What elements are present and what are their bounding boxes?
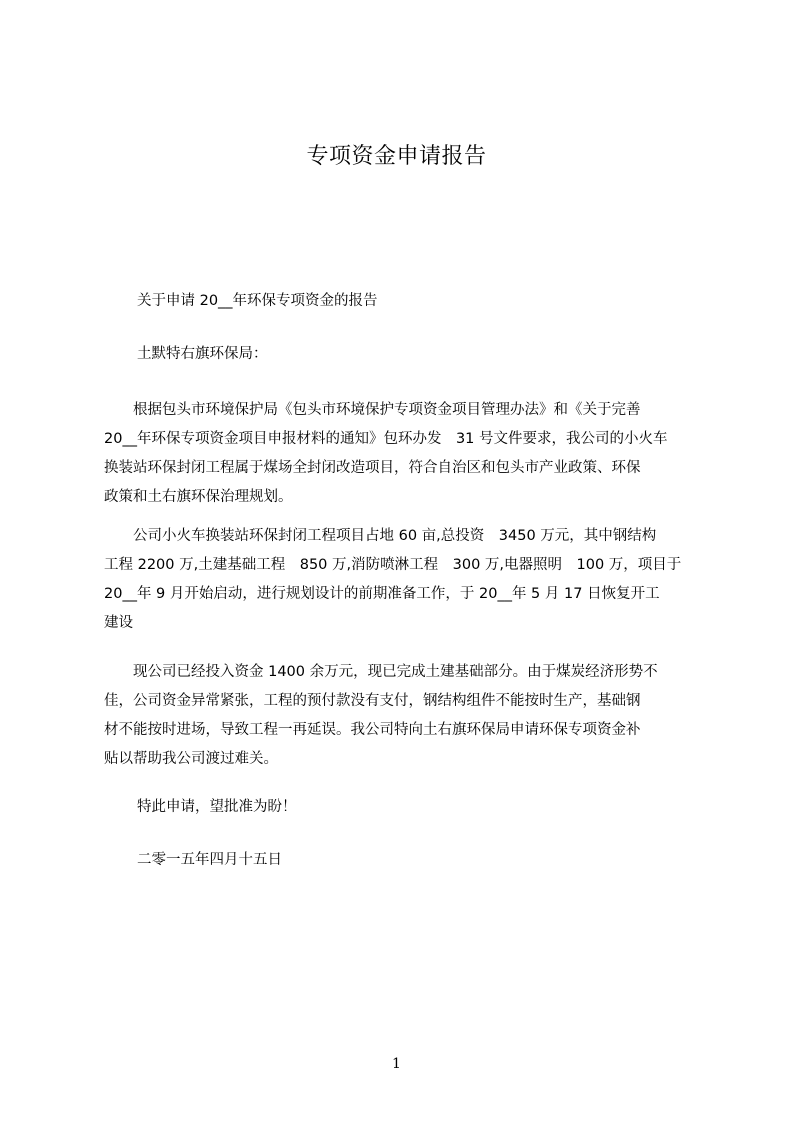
page-number: 1 <box>392 1056 401 1072</box>
closing-line: 特此申请，望批准为盼！ <box>137 799 297 815</box>
body-paragraph-2 <box>104 522 698 638</box>
body-paragraph-3 <box>104 658 698 774</box>
date-line: 二零一五年四月十五日 <box>137 852 282 868</box>
paragraph-3-line-4: 贴以帮助我公司渡过难关。 <box>104 751 278 767</box>
paragraph-1-line-2: 20__年环保专项资金项目申报材料的通知》包环办发 31 号文件要求，我公司的小火车 <box>104 431 668 447</box>
paragraph-2-line-4: 建设 <box>104 615 133 631</box>
paragraph-3-line-2: 佳，公司资金异常紧张，工程的预付款没有支付，钢结构组件不能按时生产，基础钢 <box>104 693 641 709</box>
paragraph-1-line-3: 换装站环保封闭工程属于煤场全封闭改造项目，符合自治区和包头市产业政策、环保 <box>104 460 641 476</box>
paragraph-3-line-3: 材不能按时进场，导致工程一再延误。我公司特向土右旗环保局申请环保专项资金补 <box>104 722 641 738</box>
subject-line: 关于申请 20__年环保专项资金的报告 <box>137 293 378 309</box>
document-title: 专项资金申请报告 <box>306 144 487 169</box>
recipient-line: 土默特右旗环保局： <box>137 346 268 362</box>
paragraph-1-line-4: 政策和土右旗环保治理规划。 <box>104 489 293 505</box>
paragraph-2-line-1: 公司小火车换装站环保封闭工程项目占地 60 亩,总投资 3450 万元，其中钢结构 <box>104 528 657 544</box>
paragraph-1-line-1: 根据包头市环境保护局《包头市环境保护专项资金项目管理办法》和《关于完善 <box>104 402 641 418</box>
paragraph-3-line-1: 现公司已经投入资金 1400 余万元，现已完成土建基础部分。由于煤炭经济形势不 <box>104 664 658 680</box>
paragraph-2-line-2: 工程 2200 万,土建基础工程 850 万,消防喷淋工程 300 万,电器照明 100 万，项目于 <box>104 557 682 573</box>
body-paragraph-1 <box>104 396 698 512</box>
paragraph-2-line-3: 20__年 9 月开始启动，进行规划设计的前期准备工作，于 20__年 5 月 17 日恢复开工 <box>104 586 660 602</box>
